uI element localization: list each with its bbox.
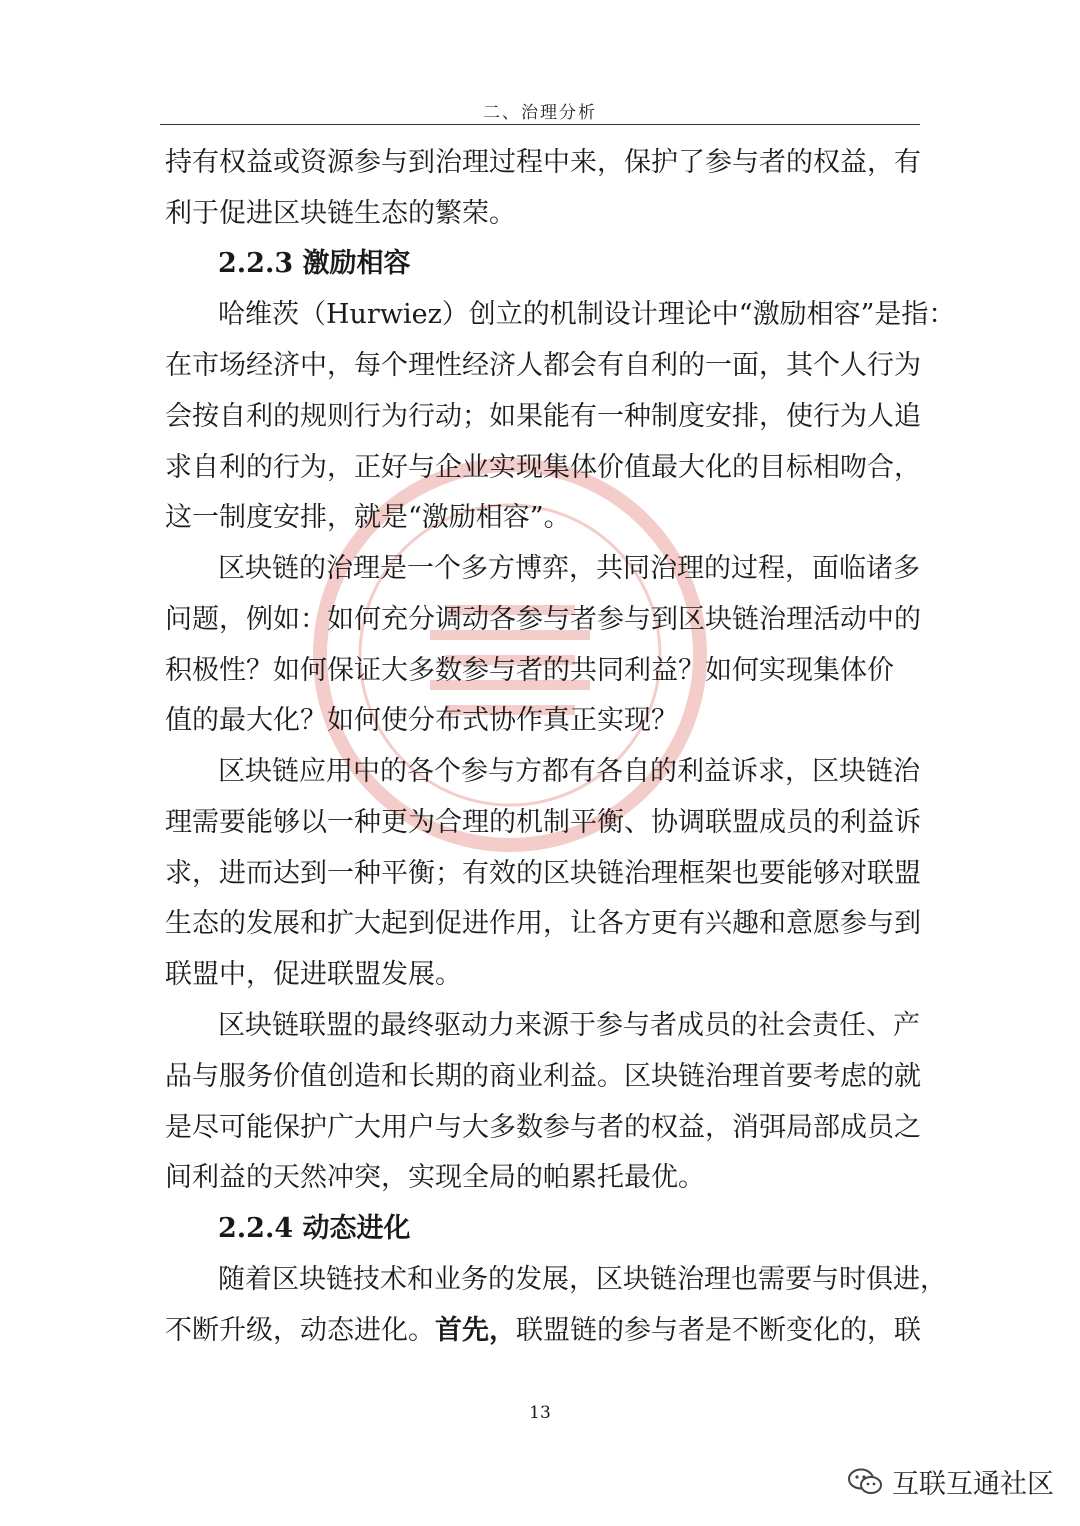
line-1: 持有权益或资源参与到治理过程中来，保护了参与者的权益，有: [165, 147, 921, 178]
running-header-title: 二、治理分析: [483, 103, 597, 123]
page-number: 13: [529, 1403, 551, 1423]
paragraph-line: 在市场经济中，每个理性经济人都会有自利的一面，其个人行为: [165, 350, 921, 381]
section-heading-2-2-4: 2.2.4 动态进化: [218, 1213, 411, 1244]
paragraph-line: 理需要能够以一种更为合理的机制平衡、协调联盟成员的利益诉: [165, 807, 921, 838]
brand-watermark: [848, 1462, 1054, 1501]
paragraph-line: 间利益的天然冲突，实现全局的帕累托最优。: [165, 1162, 705, 1193]
paragraph-line: 随着区块链技术和业务的发展，区块链治理也需要与时俱进，: [218, 1264, 947, 1295]
text-run: 不断升级，动态进化。: [165, 1315, 435, 1346]
paragraph-line: 生态的发展和扩大起到促进作用，让各方更有兴趣和意愿参与到: [165, 908, 921, 939]
paragraph-line: 品与服务价值创造和长期的商业利益。区块链治理首要考虑的就: [165, 1061, 921, 1092]
text-run: 联盟链的参与者是不断变化的，联: [516, 1315, 921, 1346]
header-rule: [160, 124, 920, 125]
wechat-icon: [848, 1468, 882, 1496]
paragraph-line: 区块链的治理是一个多方博弈，共同治理的过程，面临诸多: [218, 553, 920, 584]
paragraph-line: 哈维茨（Hurwiez）创立的机制设计理论中“激励相容”是指：: [218, 299, 956, 330]
paragraph-line: 值的最大化？如何使分布式协作真正实现？: [165, 705, 678, 736]
paragraph-line: 积极性？如何保证大多数参与者的共同利益？如何实现集体价: [165, 655, 894, 686]
paragraph-line: 求自利的行为，正好与企业实现集体价值最大化的目标相吻合，: [165, 452, 921, 483]
paragraph-line-last: [165, 1313, 925, 1349]
line-2: 利于促进区块链生态的繁荣。: [165, 198, 516, 229]
paragraph-line: 联盟中，促进联盟发展。: [165, 959, 462, 990]
brand-name: 互联互通社区: [892, 1469, 1054, 1500]
paragraph-line: 问题，例如：如何充分调动各参与者参与到区块链治理活动中的: [165, 604, 921, 635]
paragraph-line: 区块链联盟的最终驱动力来源于参与者成员的社会责任、产: [218, 1010, 920, 1041]
paragraph-line: 会按自利的规则行为行动；如果能有一种制度安排，使行为人追: [165, 401, 921, 432]
paragraph-line: 这一制度安排，就是“激励相容”。: [165, 502, 571, 533]
paragraph-line: 求，进而达到一种平衡；有效的区块链治理框架也要能够对联盟: [165, 858, 921, 889]
section-heading-2-2-3: 2.2.3 激励相容: [218, 248, 411, 279]
bold-text-run: 首先，: [435, 1315, 516, 1346]
paragraph-line: 区块链应用中的各个参与方都有各自的利益诉求，区块链治: [218, 756, 920, 787]
paragraph-line: 是尽可能保护广大用户与大多数参与者的权益，消弭局部成员之: [165, 1112, 921, 1143]
